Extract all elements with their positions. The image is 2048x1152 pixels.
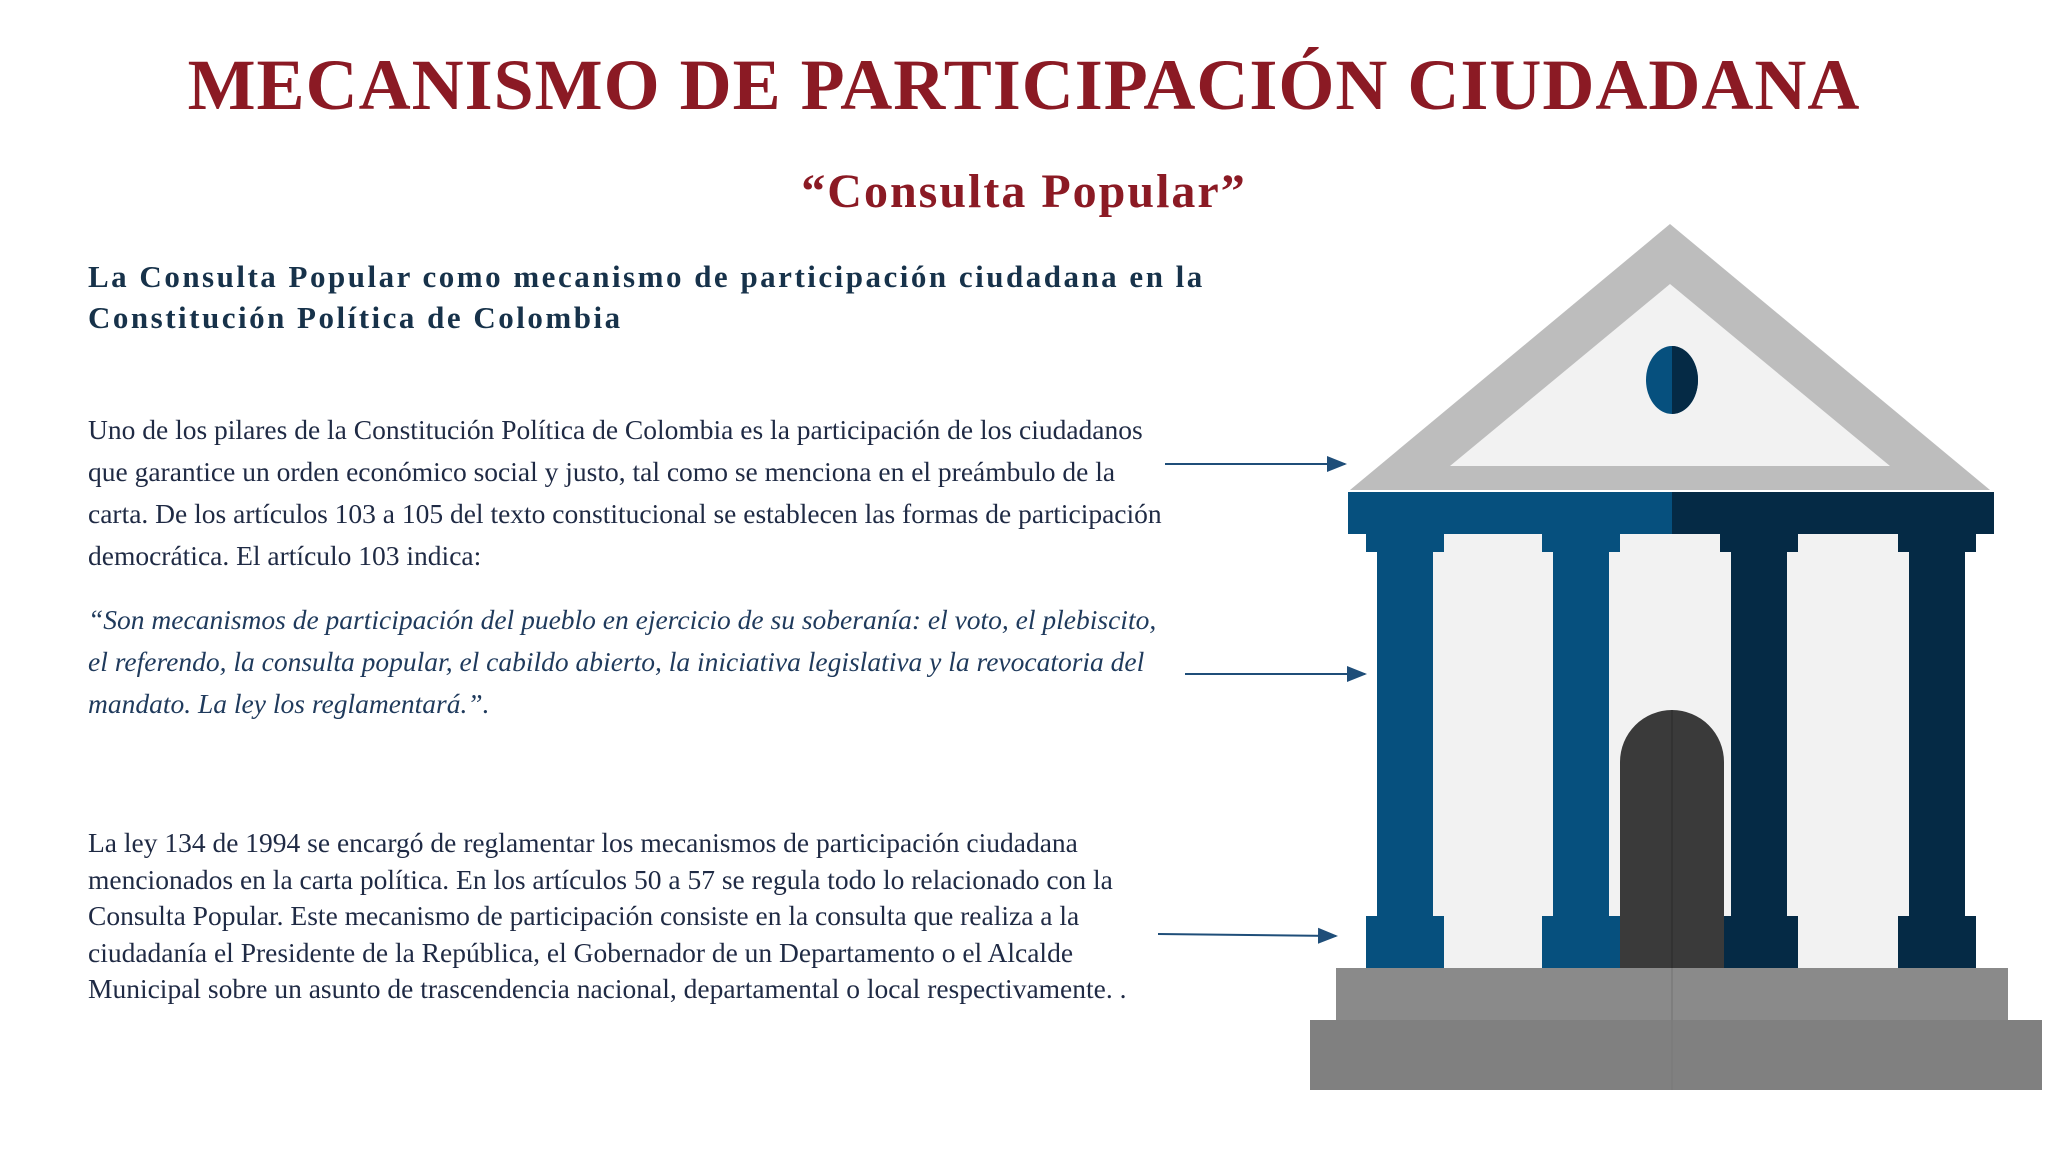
column-2-capital [1542,534,1620,552]
slide-title: MECANISMO DE PARTICIPACIÓN CIUDADANA [187,45,1861,125]
column-2-shaft [1553,552,1609,916]
column-3-shaft [1731,552,1787,916]
article-103-quote: “Son mecanismos de participación del pueblo en ejercicio de su soberanía: el voto, el plebiscito, el referendo, la consulta popular, el cabildo abierto, la iniciativa legislativa y la revocatoria del mandato. La ley los reglamentará.”. [88,604,1157,719]
section-heading: La Consulta Popular como mecanismo de participación ciudadana en la Constitución Política de Colombia [88,259,1205,335]
entablature-left [1348,492,1672,534]
wall-3 [1786,534,1910,968]
column-2-base [1542,916,1620,968]
column-3-capital [1720,534,1798,552]
law-134-paragraph: La ley 134 de 1994 se encargó de reglamentar los mecanismos de participación ciudadana mencionados en la carta política. En los artículos 50 a 57 se regula todo lo relacionado con la Consulta Popular. Este mecanismo de participación consiste en la consulta que realiza a la ciudadanía el Presidente de la República, el Gobernador de un Departamento o el Alcalde Municipal sobre un asunto de trascendencia nacional, departamental o local respectivamente. . [88,827,1127,1004]
column-4-capital [1898,534,1976,552]
entablature-right [1672,492,1994,534]
column-3-base [1720,916,1798,968]
column-4-shaft [1909,552,1965,916]
column-1-shaft [1377,552,1433,916]
column-4-base [1898,916,1976,968]
wall-1 [1430,534,1554,968]
lower-step [1310,1020,2042,1090]
column-1-base [1366,916,1444,968]
slide-subtitle: “Consulta Popular” [801,165,1247,218]
column-1-capital [1366,534,1444,552]
government-building-icon [1300,220,2048,1090]
intro-paragraph: Uno de los pilares de la Constitución Política de Colombia es la participación de los ciudadanos que garantice un orden económico social y justo, tal como se menciona en el preámbulo de la carta. De los artículos 103 a 105 del texto constitucional se establecen las formas de participación democrática. El artículo 103 indica: [88,414,1162,571]
